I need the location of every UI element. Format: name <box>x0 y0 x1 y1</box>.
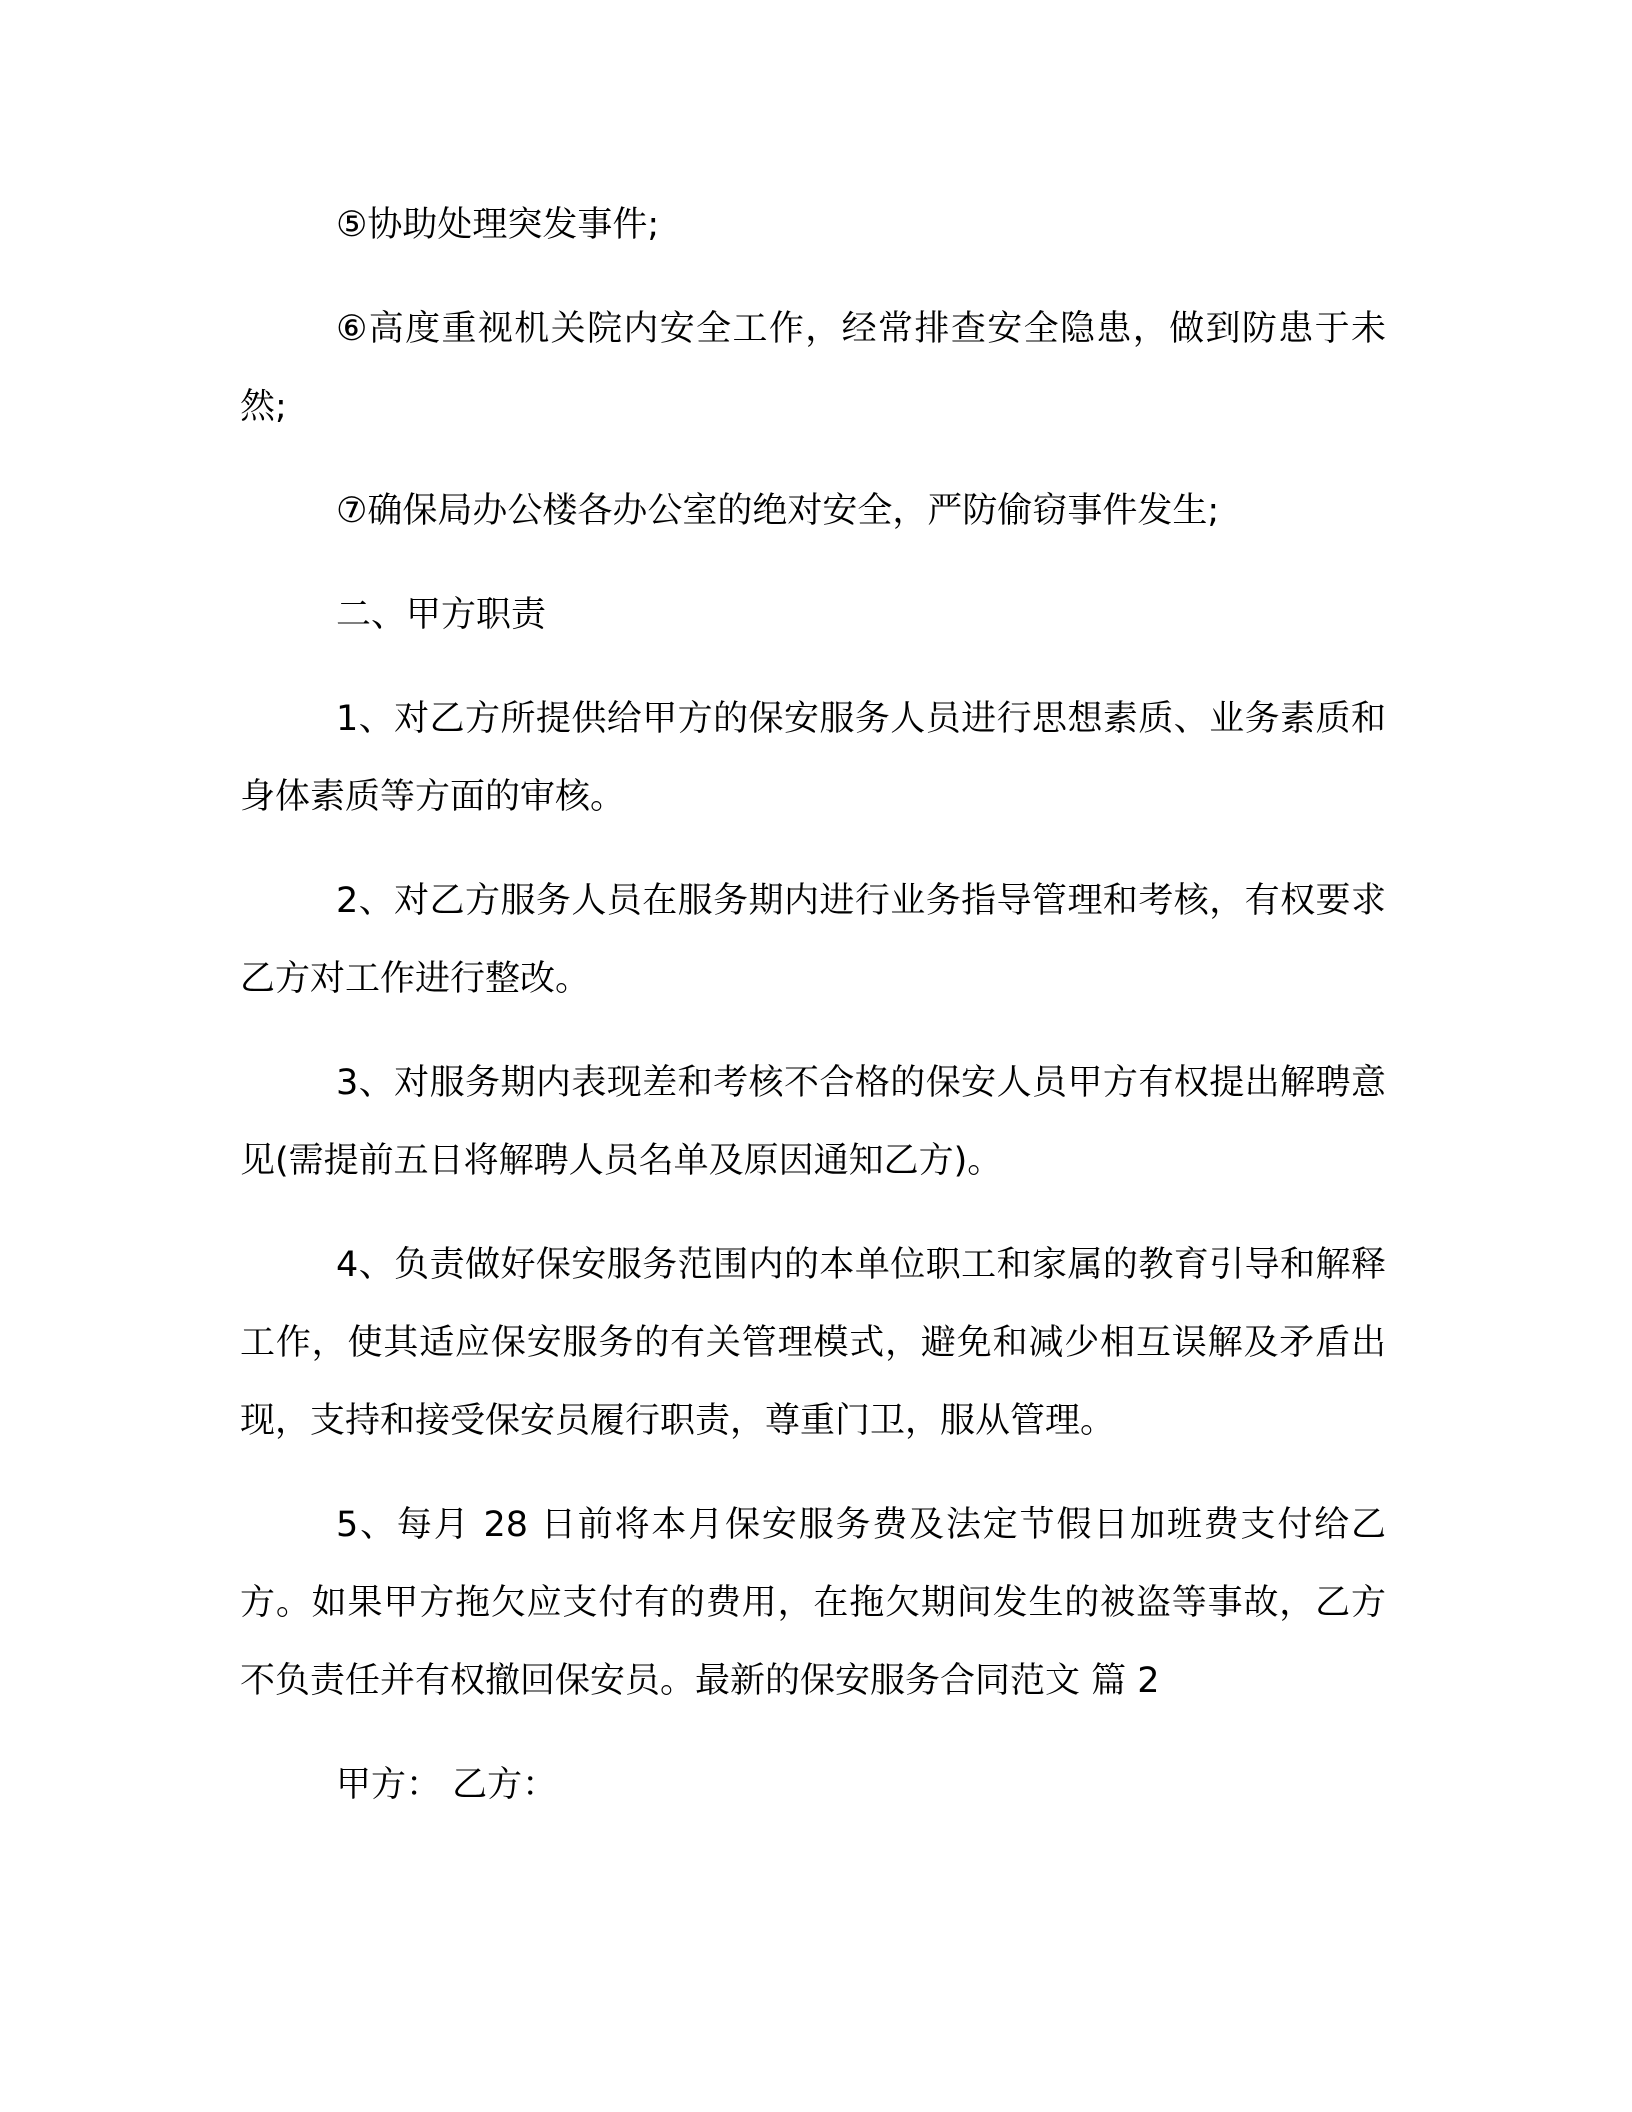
duty-5-payment: 5、每月 28 日前将本月保安服务费及法定节假日加班费支付给乙方。如果甲方拖欠应支付有的费用，在拖欠期间发生的被盗等事故，乙方不负责任并有权撤回保安员。最新的保安服务合同范文 篇 2 <box>240 1505 1386 1701</box>
parties-line: 甲方： 乙方： <box>336 1765 558 1805</box>
duty-3-dismissal: 3、对服务期内表现差和考核不合格的保安人员甲方有权提出解聘意见(需提前五日将解聘人员名单及原因通知乙方)。 <box>240 1063 1386 1181</box>
clause-5-emergency: ⑤协助处理突发事件; <box>336 205 660 245</box>
document-body <box>240 186 1386 1850</box>
duty-1-review: 1、对乙方所提供给甲方的保安服务人员进行思想素质、业务素质和身体素质等方面的审核。 <box>240 699 1386 817</box>
section-heading-party-a-duties: 二、甲方职责 <box>336 595 547 635</box>
clause-7-office-security: ⑦确保局办公楼各办公室的绝对安全，严防偷窃事件发生; <box>336 491 1220 531</box>
clause-6-safety: ⑥高度重视机关院内安全工作，经常排查安全隐患，做到防患于未然; <box>240 309 1386 427</box>
duty-4-education: 4、负责做好保安服务范围内的本单位职工和家属的教育引导和解释工作，使其适应保安服务的有关管理模式，避免和减少相互误解及矛盾出现，支持和接受保安员履行职责，尊重门卫，服从管理。 <box>240 1245 1386 1441</box>
duty-2-guidance: 2、对乙方服务人员在服务期内进行业务指导管理和考核，有权要求乙方对工作进行整改。 <box>240 881 1386 999</box>
